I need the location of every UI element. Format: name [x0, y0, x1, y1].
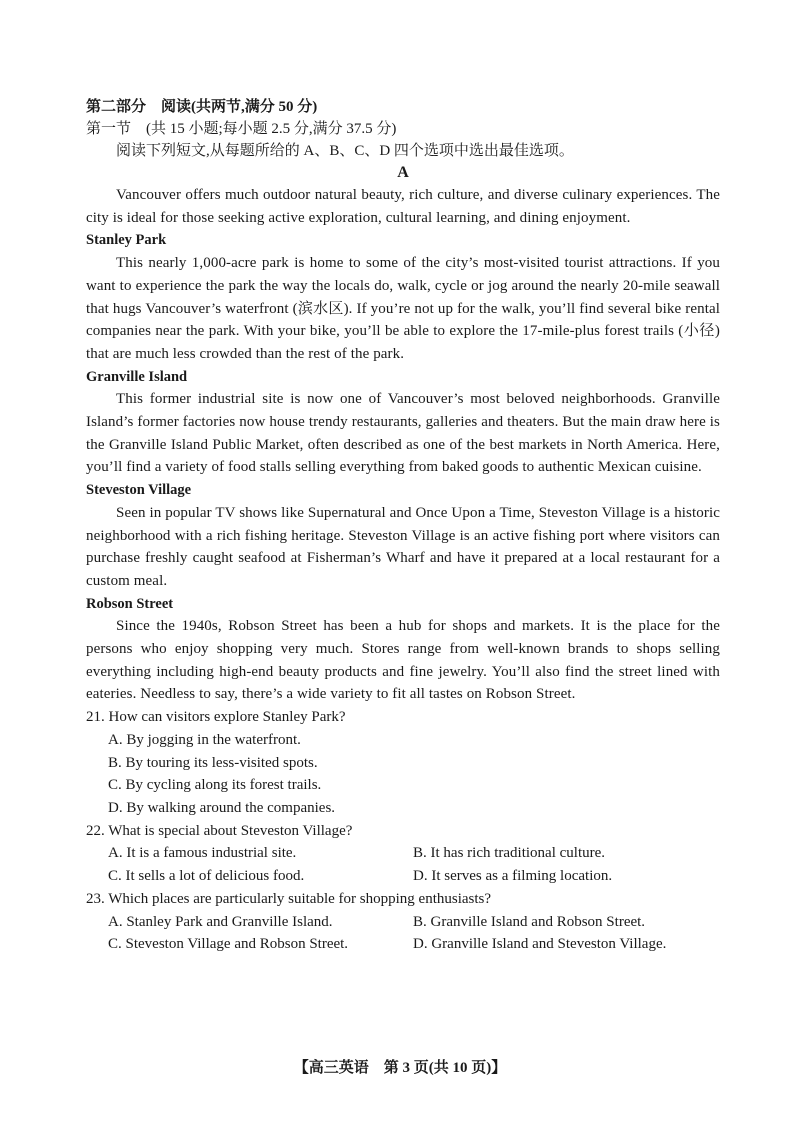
q21-option-a: A. By jogging in the waterfront. [108, 731, 301, 748]
instruction: 阅读下列短文,从每题所给的 A、B、C、D 四个选项中选出最佳选项。 [116, 143, 574, 159]
question-23: 23. Which places are particularly suitable for shopping enthusiasts? [86, 890, 492, 907]
q21-option-b: B. By touring its less-visited spots. [108, 754, 318, 771]
q22-option-b: B. It has rich traditional culture. [413, 845, 606, 862]
q23-option-a: A. Stanley Park and Granville Island. [108, 913, 333, 930]
q23-option-d: D. Granville Island and Steveston Village. [413, 936, 667, 953]
section-text-stanley-park: This nearly 1,000-acre park is home to some of the city’s most-visited tourist attractions. If you want to experience the park the way the locals do, walk, cycle or jog around the nearly 20-mile seawall that hugs Vancouver’s waterfront (滨水区). If you’re not up for the walk, you’ll find several bike rental companies near the park. With your bike, you’ll be able to explore the 17-mile-plus forest trails (小径) that are much less crowded than the rest of the park. [86, 255, 720, 362]
q21-option-c: C. By cycling along its forest trails. [108, 777, 322, 794]
q22-option-a: A. It is a famous industrial site. [108, 845, 297, 862]
section-text-granville-island: This former industrial site is now one of Vancouver’s most beloved neighborhoods. Granville Island’s former factories now house trendy restaurants, galleries and theaters. But the main draw here is the Granville Island Public Market, often described as one of the best markets in North America. Here, you’ll find a variety of food stalls selling everything from baked goods to authentic Mexican cuisine. [86, 391, 720, 476]
section-text-robson-street: Since the 1940s, Robson Street has been a hub for shops and markets. It is the place for the persons who enjoy shopping very much. Stores range from well-known brands to shops selling everything including high-end beauty products and fine jewelry. You’ll also find the street lined with eateries. Needless to say, there’s a wide variety to fit all tastes on Robson Street. [86, 618, 720, 703]
section-heading: 第一节 (共 15 小题;每小题 2.5 分,满分 37.5 分) [86, 121, 397, 137]
section-text-steveston-village: Seen in popular TV shows like Supernatural and Once Upon a Time, Steveston Village is a historic neighborhood with a rich fishing heritage. Steveston Village is an active fishing port where visitors can purchase freshly caught seafood at Fisherman’s Wharf and have it prepared at a local restaurant for a custom meal. [86, 504, 720, 589]
section-title-granville-island: Granville Island [86, 368, 188, 385]
q23-option-row-1 [108, 911, 720, 934]
intro-paragraph: Vancouver offers much outdoor natural beauty, rich culture, and diverse culinary experiences. The city is ideal for those seeking active exploration, cultural learning, and dining enjoyment. [86, 187, 720, 226]
q22-option-row-2 [108, 865, 720, 888]
q22-option-d: D. It serves as a filming location. [413, 868, 613, 885]
q22-option-row-1 [108, 842, 720, 865]
question-21: 21. How can visitors explore Stanley Park? [86, 709, 346, 726]
q21-option-d: D. By walking around the companies. [108, 799, 336, 816]
q23-option-b: B. Granville Island and Robson Street. [413, 913, 646, 930]
q23-option-row-2 [108, 933, 720, 956]
exam-page [86, 96, 720, 956]
question-22: 22. What is special about Steveston Village? [86, 822, 353, 839]
section-title-robson-street: Robson Street [86, 595, 174, 612]
q23-option-c: C. Steveston Village and Robson Street. [108, 936, 349, 953]
section-title-steveston-village: Steveston Village [86, 482, 192, 499]
section-title-stanley-park: Stanley Park [86, 232, 167, 249]
q22-option-c: C. It sells a lot of delicious food. [108, 868, 305, 885]
part-heading: 第二部分 阅读(共两节,满分 50 分) [86, 99, 318, 115]
passage-letter: A [397, 164, 409, 181]
page-footer: 【高三英语 第 3 页(共 10 页)】 [293, 1060, 507, 1076]
